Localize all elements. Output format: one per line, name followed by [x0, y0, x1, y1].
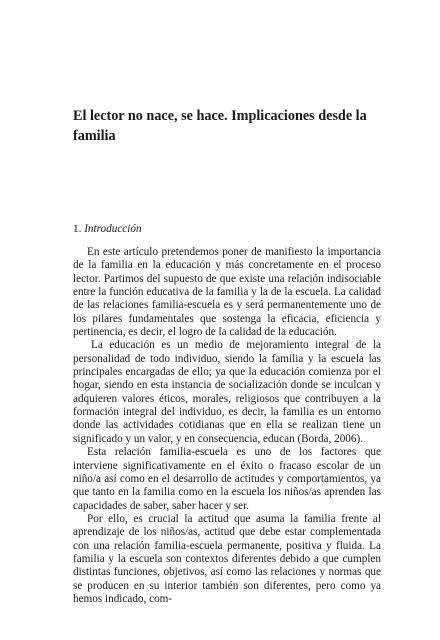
- paragraph: La educación es un medio de mejoramiento integral de la personalidad de todo individuo, siendo la familia y la escuela las principales encargadas de ello; ya que la educación comienza por el hogar, siendo en esta instancia de socialización donde se inculcan y adquieren valores éticos, morales, religiosos que contribuyen a la formación integral del individuo, es decir, la familia es un entorno donde las actividades cotidianas que en ella se realizan tiene un significado y un valor, y en consecuencia, educan (Borda, 2006).: [73, 339, 381, 445]
- paragraph: Por ello, es crucial la actitud que asuma la familia frente al aprendizaje de los niños/as, actitud que debe estar complementada con una relación familia-escuela permanente, positiva y fluida. La familia y la escuela son contextos diferentes debido a que cumplen distintas funciones, objetivos, así como las relaciones y normas que se producen en su interior también son diferentes, pero como ya hemos indicado, com-: [73, 512, 381, 605]
- article-body: [73, 246, 381, 606]
- section-number: 1.: [73, 223, 82, 235]
- article-title: El lector no nace, se hace. Implicaciones desde la familia: [73, 108, 367, 144]
- paragraph: Esta relación familia-escuela es uno de los factores que interviene significativamente en el éxito o fracaso escolar de un niño/a así como en el desarrollo de actitudes y comportamientos, ya que tanto en la familia como en la escuela los niños/as aprenden las capacidades de saber, saber hacer y ser.: [73, 446, 381, 512]
- section-title: Introducción: [84, 223, 142, 235]
- paragraph: En este artículo pretendemos poner de manifiesto la importancia de la familia en la educación y más concretamente en el proceso lector. Partimos del supuesto de que existe una relación indisociable entre la función educativa de la familia y la de la escuela. La calidad de las relaciones familia-escuela es y será permanentemente uno de los pilares fundamentales que sostenga la eficacia, eficiencia y pertinencia, es decir, el logro de la calidad de la educación.: [73, 246, 381, 339]
- section-heading: [73, 222, 142, 236]
